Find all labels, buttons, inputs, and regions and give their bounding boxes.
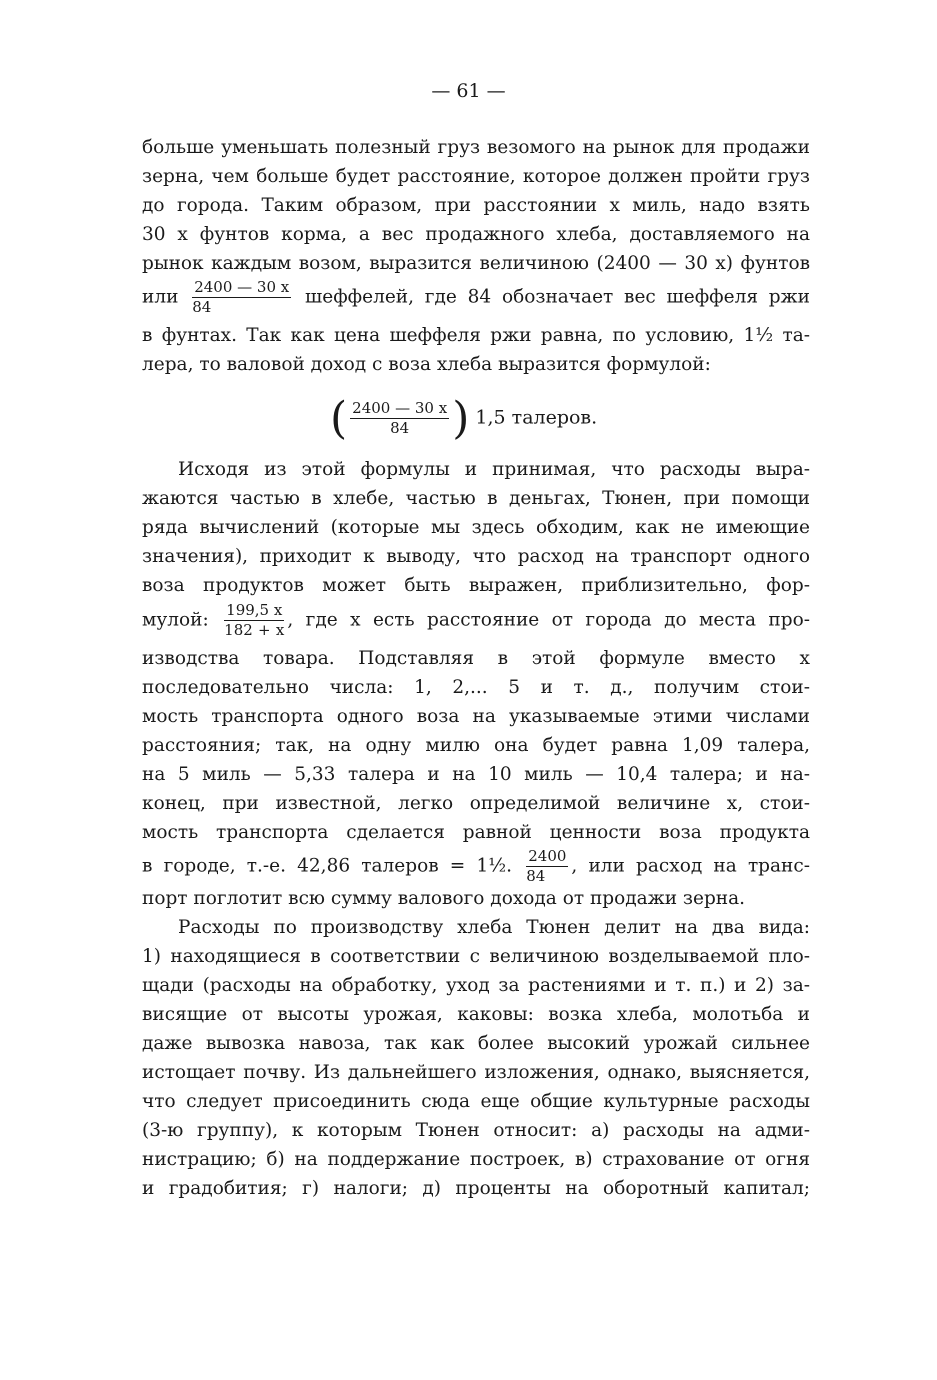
- text-line: что следует присоединить сюда еще общие культурные расходы: [142, 1091, 810, 1112]
- text-line: (3-ю группу), к которым Тюнен относит: а) расходы на адми-: [142, 1120, 810, 1141]
- fraction-denominator: 182 + x: [224, 621, 285, 639]
- fraction: [224, 603, 284, 638]
- text-line-with-fraction: [142, 849, 810, 884]
- fraction-numerator: 199,5 x: [226, 601, 283, 619]
- fraction-denominator: 84: [526, 867, 546, 885]
- fraction-denominator: 84: [390, 419, 410, 437]
- text-line-with-fraction: [142, 603, 810, 638]
- text-line: жаются частью в хлебе, частью в деньгах, Тюнен, при помощи: [142, 488, 810, 509]
- text-line: расстояния; так, на одну милю она будет равна 1,09 талера,: [142, 735, 810, 756]
- text-line: Исходя из этой формулы и принимая, что расходы выра-: [178, 459, 810, 480]
- text-line: даже вывозка навоза, так как более высокий урожай сильнее: [142, 1033, 810, 1054]
- text-fragment: мулой:: [142, 609, 209, 631]
- paren-open: (: [330, 393, 348, 444]
- text-line: на 5 миль — 5,33 талера и на 10 миль — 10,4 талера; и на-: [142, 764, 810, 785]
- formula-text: 1,5 талеров.: [475, 406, 598, 429]
- fraction: [192, 280, 291, 315]
- text-line: мость транспорта сделается равной ценности воза продукта: [142, 822, 810, 843]
- text-fragment: в городе, т.-е. 42,86 талеров = 1½.: [142, 855, 513, 877]
- fraction-numerator: 2400 — 30 x: [352, 399, 448, 417]
- text-line: ряда вычислений (которые мы здесь обходим, как не имеющие: [142, 517, 810, 538]
- text-line: рынок каждым возом, выразится величиною (2400 — 30 x) фунтов: [142, 253, 810, 274]
- text-fragment: или: [142, 286, 179, 308]
- text-line: 1) находящиеся в соответствии с величиною возделываемой пло-: [142, 946, 810, 967]
- text-line: конец, при известной, легко определимой величине x, стои-: [142, 793, 810, 814]
- text-line: мость транспорта одного воза на указываемые этими числами: [142, 706, 810, 727]
- text-line: Расходы по производству хлеба Тюнен делит на два вида:: [178, 917, 810, 938]
- text-line: 30 x фунтов корма, а вес продажного хлеба, доставляемого на: [142, 224, 810, 245]
- text-line: истощает почву. Из дальнейшего изложения, однако, выясняется,: [142, 1062, 810, 1083]
- text-fragment: , где x есть расстояние от города до места про-: [287, 609, 810, 631]
- text-line: в фунтах. Так как цена шеффеля ржи равна, по условию, 1½ та-: [142, 325, 810, 346]
- text-line: и градобития; г) налоги; д) проценты на оборотный капитал;: [142, 1178, 810, 1199]
- paren-close: ): [452, 393, 470, 444]
- text-fragment: шеффелей, где 84 обозначает вес шеффеля ржи: [305, 286, 810, 308]
- text-line: больше уменьшать полезный груз везомого на рынок для продажи: [142, 137, 810, 158]
- text-line: порт поглотит всю сумму валового дохода от продажи зерна.: [142, 888, 746, 909]
- page-number: — 61 —: [431, 80, 506, 102]
- fraction: [526, 849, 568, 884]
- fraction-denominator: 84: [192, 298, 212, 316]
- text-line: зерна, чем больше будет расстояние, которое должен пройти груз: [142, 166, 810, 187]
- text-line: воза продуктов может быть выражен, приблизительно, фор-: [142, 575, 810, 596]
- text-line: значения), приходит к выводу, что расход на транспорт одного: [142, 546, 810, 567]
- text-line-with-fraction: [142, 280, 810, 315]
- text-fragment: , или расход на транс-: [571, 855, 810, 877]
- text-line: лера, то валовой доход с воза хлеба выразится формулой:: [142, 354, 711, 375]
- fraction-numerator: 2400: [528, 847, 567, 865]
- text-line: нистрацию; б) на поддержание построек, в) страхование от огня: [142, 1149, 810, 1170]
- fraction: [350, 401, 449, 436]
- text-line: до города. Таким образом, при расстоянии x миль, надо взять: [142, 195, 810, 216]
- text-line: висящие от высоты урожая, каковы: возка хлеба, молотьба и: [142, 1004, 810, 1025]
- text-line: щади (расходы на обработку, уход за растениями и т. п.) и 2) за-: [142, 975, 810, 996]
- text-line: последовательно числа: 1, 2,... 5 и т. д., получим стои-: [142, 677, 810, 698]
- display-formula: [330, 393, 597, 444]
- fraction-numerator: 2400 — 30 x: [194, 278, 290, 296]
- text-line: изводства товара. Подставляя в этой формуле вместо x: [142, 648, 810, 669]
